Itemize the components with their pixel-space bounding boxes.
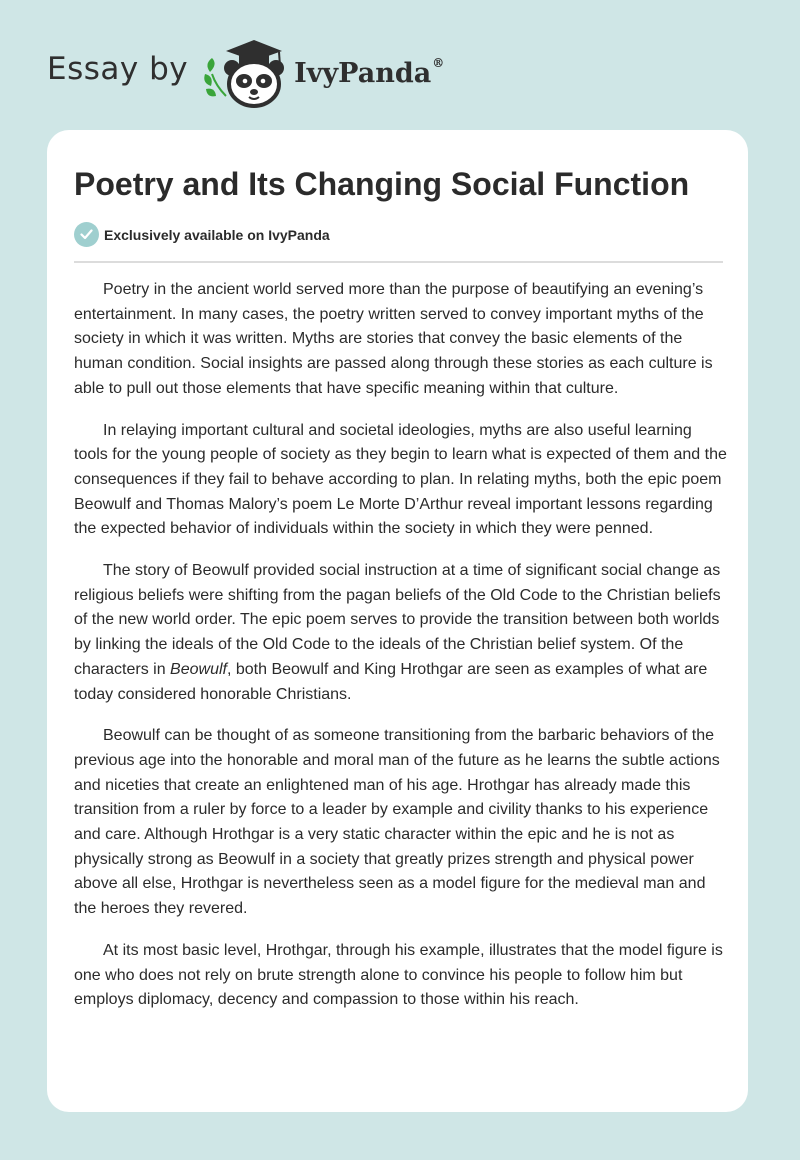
essay-by-label: Essay by	[47, 51, 189, 87]
brand-name: IvyPanda	[294, 57, 432, 89]
paragraph: Poetry in the ancient world served more than the purpose of beautifying an evening’s entertainment. In many cases, the poetry written served to convey important myths of the society in which it was written. Myths are stories that convey the basic elements of the human condition. Social insights are passed along through these stories as each culture is able to pull out those elements that have specific meaning within that culture.	[74, 281, 713, 397]
paragraph-text: , both Beowulf and King Hrothgar are seen as examples of what are today considered honorable Christians.	[74, 660, 708, 703]
divider	[74, 261, 723, 263]
availability-badge	[74, 222, 330, 247]
paragraph: At its most basic level, Hrothgar, through his example, illustrates that the model figure is one who does not rely on brute strength alone to convince his people to follow him but employs diplomacy, decency and compassion to those within his reach.	[74, 941, 723, 1009]
paragraph	[74, 559, 728, 707]
essay-body	[74, 278, 728, 1013]
paragraph: Beowulf can be thought of as someone transitioning from the barbaric behaviors of the previous age into the honorable and moral man of the future as he learns the subtle actions and niceties that create an enlightened man of his age. Hrothgar has already made this transition from a ruler by force to a leader by example and civility thanks to his experience and care. Although Hrothgar is a very static character within the epic and he is not as physically strong as Beowulf in a society that greatly prizes strength and physical power above all else, Hrothgar is nevertheless seen as a model figure for the medieval man and the heroes they revered.	[74, 727, 720, 918]
italic-title: Beowulf	[170, 660, 227, 678]
site-header	[47, 34, 444, 110]
paragraph-text: The story of Beowulf provided social instruction at a time of significant social change as religious beliefs were shifting from the pagan beliefs of the Old Code to the Christian beliefs of the new world order. The epic poem serves to provide the transition between both worlds by linking the ideals of the Old Code to the ideals of the Christian belief system. Of the characters in	[74, 562, 721, 678]
essay-card	[47, 130, 748, 1112]
ivypanda-logo-text[interactable]	[294, 55, 445, 89]
page-title: Poetry and Its Changing Social Function	[74, 166, 690, 202]
check-circle-icon	[74, 222, 99, 247]
registered-mark: ®	[432, 55, 445, 70]
panda-graduate-icon[interactable]	[202, 34, 290, 110]
availability-text: Exclusively available on IvyPanda	[104, 226, 330, 243]
paragraph: In relaying important cultural and societal ideologies, myths are also useful learning tools for the young people of society as they begin to learn what is expected of them and the consequences if they fail to behave according to plan. In relating myths, both the epic poem Beowulf and Thomas Malory’s poem Le Morte D’Arthur reveal important lessons regarding the expected behavior of individuals within the society in which they were penned.	[74, 421, 727, 538]
